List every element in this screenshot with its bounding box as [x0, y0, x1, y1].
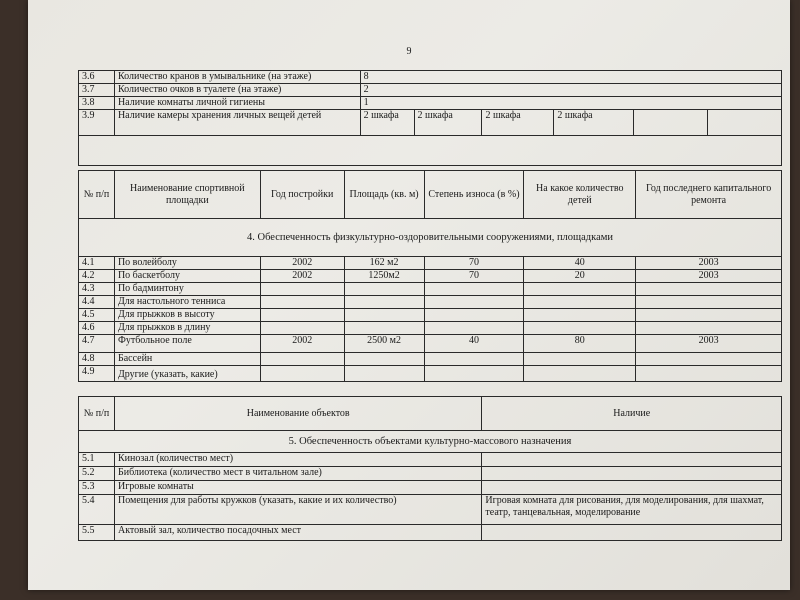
row-number: 3.9 [79, 110, 115, 136]
cell-year [260, 283, 344, 296]
row-number: 3.6 [79, 71, 115, 84]
row-label: Кинозал (количество мест) [114, 453, 481, 467]
row-number: 5.5 [79, 525, 115, 541]
table-row-blank [79, 136, 782, 166]
cell-repair [636, 366, 782, 382]
row-label: По баскетболу [114, 270, 260, 283]
cell-year [260, 309, 344, 322]
row-label: Помещения для работы кружков (указать, какие и их количество) [114, 495, 481, 525]
table-row [79, 296, 782, 309]
cell-wear [424, 322, 524, 335]
header-num: № п/п [79, 397, 115, 431]
table-row [79, 335, 782, 353]
row-value: 8 [360, 71, 781, 84]
row-label: Футбольное поле [114, 335, 260, 353]
cell-availability [482, 481, 782, 495]
table-row [79, 467, 782, 481]
sports-facilities-table [78, 170, 782, 382]
cell-children: 40 [524, 257, 636, 270]
cell-wear: 70 [424, 270, 524, 283]
cell-children [524, 309, 636, 322]
cell-year [260, 322, 344, 335]
cell-repair: 2003 [636, 335, 782, 353]
table-row [79, 453, 782, 467]
row-number: 4.7 [79, 335, 115, 353]
row-number: 5.2 [79, 467, 115, 481]
header-wear: Степень износа (в %) [424, 171, 524, 219]
row-number: 4.5 [79, 309, 115, 322]
table-row [79, 97, 782, 110]
cell-children: 20 [524, 270, 636, 283]
section-title-row [79, 431, 782, 453]
table-row [79, 495, 782, 525]
row-label: Количество кранов в умывальнике (на этаже) [114, 71, 360, 84]
row-label: По волейболу [114, 257, 260, 270]
cell-wear [424, 366, 524, 382]
cell-repair: 2003 [636, 270, 782, 283]
header-year: Год постройки [260, 171, 344, 219]
cell-wear: 40 [424, 335, 524, 353]
section-title: 4. Обеспеченность физкультурно-оздоровительными сооружениями, площадками [79, 219, 782, 257]
cell-children [524, 283, 636, 296]
header-name: Наименование спортивной площадки [114, 171, 260, 219]
cell-children: 80 [524, 335, 636, 353]
cell-wear: 70 [424, 257, 524, 270]
cell-repair [636, 283, 782, 296]
row-number: 4.9 [79, 366, 115, 382]
document-page [28, 0, 790, 590]
table-row [79, 525, 782, 541]
cell-area [344, 309, 424, 322]
storage-cell: 2 шкафа [554, 110, 634, 136]
row-label: Для прыжков в высоту [114, 309, 260, 322]
table-row [79, 84, 782, 97]
table-row [79, 71, 782, 84]
row-number: 5.3 [79, 481, 115, 495]
row-number: 3.8 [79, 97, 115, 110]
row-label: Игровые комнаты [114, 481, 481, 495]
header-area: Площадь (кв. м) [344, 171, 424, 219]
cell-repair: 2003 [636, 257, 782, 270]
table-row [79, 309, 782, 322]
cell-wear [424, 296, 524, 309]
cell-children [524, 366, 636, 382]
storage-cell [634, 110, 708, 136]
row-label: По бадминтону [114, 283, 260, 296]
table-header-row [79, 171, 782, 219]
table-row [79, 270, 782, 283]
storage-cell: 2 шкафа [414, 110, 482, 136]
table-row [79, 110, 782, 136]
cultural-facilities-table [78, 396, 782, 541]
section-title: 5. Обеспеченность объектами культурно-массового назначения [79, 431, 782, 453]
row-number: 4.6 [79, 322, 115, 335]
storage-cell: 2 шкафа [482, 110, 554, 136]
row-number: 4.4 [79, 296, 115, 309]
table-row [79, 257, 782, 270]
section-title-row [79, 219, 782, 257]
cell-area: 2500 м2 [344, 335, 424, 353]
cell-year [260, 353, 344, 366]
living-conditions-table [78, 70, 782, 166]
cell-year [260, 296, 344, 309]
cell-year [260, 366, 344, 382]
cell-availability [482, 525, 782, 541]
cell-area [344, 366, 424, 382]
table-row [79, 322, 782, 335]
cell-area: 1250м2 [344, 270, 424, 283]
cell-availability: Игровая комната для рисования, для моделирования, для шахмат, театр, танцевальная, моделирование [482, 495, 782, 525]
row-label: Для прыжков в длину [114, 322, 260, 335]
row-label: Бассейн [114, 353, 260, 366]
cell-repair [636, 309, 782, 322]
header-children: На какое количество детей [524, 171, 636, 219]
row-label: Актовый зал, количество посадочных мест [114, 525, 481, 541]
cell-year: 2002 [260, 335, 344, 353]
row-number: 4.8 [79, 353, 115, 366]
row-value: 2 [360, 84, 781, 97]
storage-cell [708, 110, 782, 136]
cell-area [344, 283, 424, 296]
blank-cell [79, 136, 782, 166]
table-header-row [79, 397, 782, 431]
cell-area [344, 322, 424, 335]
cell-repair [636, 296, 782, 309]
cell-wear [424, 283, 524, 296]
header-name: Наименование объектов [114, 397, 481, 431]
row-number: 5.1 [79, 453, 115, 467]
header-repair: Год последнего капитального ремонта [636, 171, 782, 219]
cell-children [524, 322, 636, 335]
table-row [79, 366, 782, 382]
row-label: Количество очков в туалете (на этаже) [114, 84, 360, 97]
row-label: Другие (указать, какие) [114, 366, 260, 382]
row-number: 5.4 [79, 495, 115, 525]
row-value: 1 [360, 97, 781, 110]
cell-year: 2002 [260, 270, 344, 283]
row-number: 4.3 [79, 283, 115, 296]
row-label: Наличие камеры хранения личных вещей детей [114, 110, 360, 136]
cell-wear [424, 353, 524, 366]
cell-children [524, 296, 636, 309]
table-row [79, 353, 782, 366]
row-number: 3.7 [79, 84, 115, 97]
cell-area: 162 м2 [344, 257, 424, 270]
cell-repair [636, 322, 782, 335]
table-row [79, 481, 782, 495]
cell-availability [482, 453, 782, 467]
row-label: Наличие комнаты личной гигиены [114, 97, 360, 110]
header-num: № п/п [79, 171, 115, 219]
row-label: Библиотека (количество мест в читальном зале) [114, 467, 481, 481]
cell-area [344, 353, 424, 366]
table-row [79, 283, 782, 296]
cell-children [524, 353, 636, 366]
row-number: 4.1 [79, 257, 115, 270]
cell-wear [424, 309, 524, 322]
cell-area [344, 296, 424, 309]
storage-cell: 2 шкафа [360, 110, 414, 136]
cell-availability [482, 467, 782, 481]
row-label: Для настольного тенниса [114, 296, 260, 309]
cell-year: 2002 [260, 257, 344, 270]
cell-repair [636, 353, 782, 366]
row-number: 4.2 [79, 270, 115, 283]
page-number: 9 [406, 46, 412, 57]
header-availability: Наличие [482, 397, 782, 431]
